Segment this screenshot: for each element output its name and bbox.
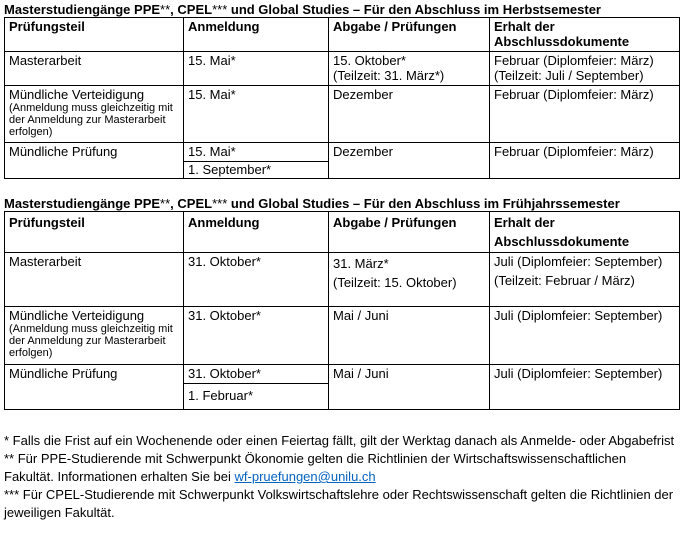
table-row (5, 307, 680, 365)
table-row (5, 365, 680, 410)
header-abgabe: Abgabe / Prüfungen (329, 212, 490, 253)
header-pruefungsteil: Prüfungsteil (5, 18, 184, 52)
header-anmeldung: Anmeldung (184, 212, 329, 253)
header-anmeldung: Anmeldung (184, 18, 329, 52)
cell-anmeldung: 31. Oktober* (184, 253, 329, 307)
email-link[interactable]: wf-pruefungen@unilu.ch (234, 469, 376, 484)
fall-table (4, 17, 680, 179)
cell-anmeldung: 15. Mai* (184, 86, 329, 143)
cell-erhalt: Juli (Diplomfeier: September) (Teilzeit: Februar / März) (490, 253, 680, 307)
cell-part: Mündliche Prüfung (5, 143, 184, 179)
cell-erhalt: Februar (Diplomfeier: März) (490, 86, 680, 143)
footnotes (4, 432, 679, 522)
cell-anmeldung: 31. Oktober* (184, 307, 329, 365)
footnote-3: *** Für CPEL-Studierende mit Schwerpunkt Volkswirtschaftslehre oder Rechtswissenschaft gelten die Richtlinien der jeweiligen Fakultät. (4, 487, 674, 520)
fall-header-row (5, 18, 680, 52)
footnote-2: ** Für PPE-Studierende mit Schwerpunkt Ökonomie gelten die Richtlinien der Wirtschaftswissenschaftlichen Fakultät. Informationen erhalten Sie bei wf-pruefungen@unilu.ch (4, 451, 627, 484)
spring-header-row (5, 212, 680, 253)
cell-part: Mündliche Verteidigung (Anmeldung muss gleichzeitig mit der Anmeldung zur Masterarbeit erfolgen) (5, 86, 184, 143)
second-deadline: 1. Februar* (184, 383, 328, 403)
cell-part: Masterarbeit (5, 253, 184, 307)
header-erhalt: Erhalt der Abschlussdokumente (490, 18, 680, 52)
table-row (5, 143, 680, 179)
cell-anmeldung: 15. Mai* 1. September* (184, 143, 329, 179)
cell-anmeldung: 31. Oktober* 1. Februar* (184, 365, 329, 410)
spring-table (4, 211, 680, 410)
spring-section-title: Masterstudiengänge PPE**, CPEL*** und Global Studies – Für den Abschluss im Frühjahrssemester (4, 196, 620, 211)
cell-part: Masterarbeit (5, 52, 184, 86)
cell-part: Mündliche Prüfung (5, 365, 184, 410)
cell-anmeldung: 15. Mai* (184, 52, 329, 86)
header-abgabe: Abgabe / Prüfungen (329, 18, 490, 52)
cell-erhalt: Juli (Diplomfeier: September) (490, 365, 680, 410)
cell-abgabe: 15. Oktober* (Teilzeit: 31. März*) (329, 52, 490, 86)
footnote-1: * Falls die Frist auf ein Wochenende oder einen Feiertag fällt, gilt der Werktag danach als Anmelde- oder Abgabefrist (4, 433, 675, 448)
cell-abgabe: Dezember (329, 143, 490, 179)
table-row (5, 253, 680, 307)
header-erhalt: Erhalt der Abschlussdokumente (490, 212, 680, 253)
cell-abgabe: Mai / Juni (329, 365, 490, 410)
cell-erhalt: Februar (Diplomfeier: März) (490, 143, 680, 179)
header-pruefungsteil: Prüfungsteil (5, 212, 184, 253)
cell-abgabe: Dezember (329, 86, 490, 143)
table-row (5, 52, 680, 86)
cell-part: Mündliche Verteidigung (Anmeldung muss gleichzeitig mit der Anmeldung zur Masterarbeit erfolgen) (5, 307, 184, 365)
table-row (5, 86, 680, 143)
cell-erhalt: Juli (Diplomfeier: September) (490, 307, 680, 365)
fall-section-title: Masterstudiengänge PPE**, CPEL*** und Global Studies – Für den Abschluss im Herbstsemester (4, 2, 601, 17)
cell-abgabe: Mai / Juni (329, 307, 490, 365)
cell-abgabe: 31. März* (Teilzeit: 15. Oktober) (329, 253, 490, 307)
part-note: (Anmeldung muss gleichzeitig mit der Anmeldung zur Masterarbeit erfolgen) (9, 323, 173, 359)
cell-erhalt: Februar (Diplomfeier: März) (Teilzeit: Juli / September) (490, 52, 680, 86)
part-note: (Anmeldung muss gleichzeitig mit der Anmeldung zur Masterarbeit erfolgen) (9, 102, 173, 138)
second-deadline: 1. September* (184, 161, 328, 177)
